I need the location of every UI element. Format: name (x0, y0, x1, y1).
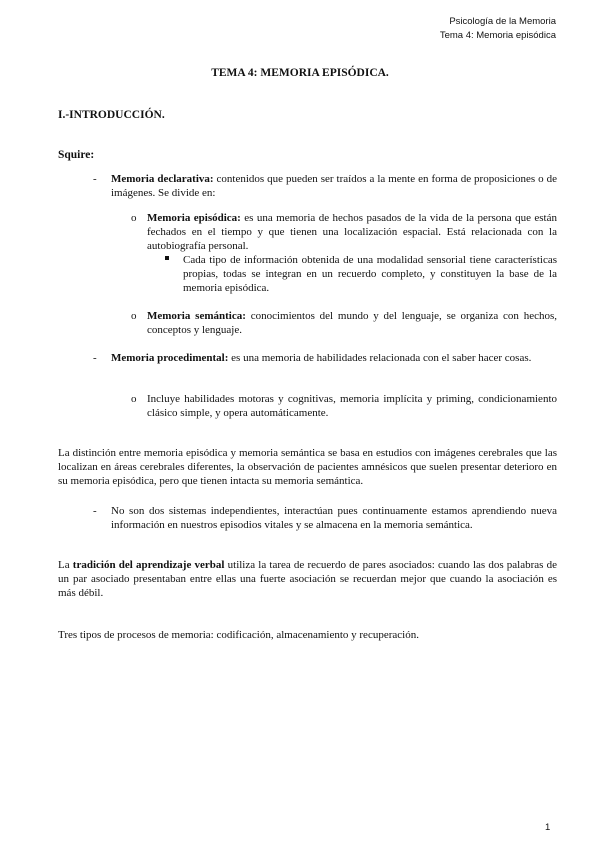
page-number: 1 (545, 822, 551, 833)
semantica-term: Memoria semántica: (147, 310, 246, 322)
procedimental-subitem: Incluye habilidades motoras y cognitivas, memoria implícita y priming, condicionamiento clásico simple, y opera automáticamente. (147, 393, 557, 419)
procedimental-term: Memoria procedimental: (111, 352, 229, 364)
circle-bullet: o (131, 310, 137, 322)
episodica-term: Memoria episódica: (147, 212, 241, 224)
verbal-learning-paragraph (58, 558, 557, 600)
dash-bullet: - (93, 505, 97, 517)
verbal-text: utiliza la tarea de recuerdo de pares asociados: cuando las dos palabras de un par asociado presentaban entre ellas una fuerte asociación se recuerdan mejor que cuando la asociación es más débil. (58, 559, 557, 599)
section-heading: I.-INTRODUCCIÓN. (58, 109, 165, 121)
header-course: Psicología de la Memoria (449, 16, 556, 27)
declarativa-term: Memoria declarativa: (111, 173, 214, 185)
processes-paragraph: Tres tipos de procesos de memoria: codificación, almacenamiento y recuperación. (58, 629, 419, 641)
dash-bullet: - (93, 173, 97, 185)
semantica-text: conocimientos del mundo y del lenguaje, se organiza con hechos, conceptos y lenguaje. (147, 310, 558, 336)
dash-bullet: - (93, 352, 97, 364)
declarativa-item (111, 172, 557, 200)
page-title: TEMA 4: MEMORIA EPISÓDICA. (211, 67, 389, 79)
semantica-item (147, 309, 557, 337)
running-header (440, 15, 556, 43)
circle-bullet: o (131, 393, 137, 405)
procedimental-item (111, 351, 557, 365)
square-bullet (165, 256, 169, 260)
verbal-term: tradición del aprendizaje verbal (72, 559, 225, 571)
distinction-paragraph: La distinción entre memoria episódica y memoria semántica se basa en estudios con imágenes cerebrales que las localizan en áreas cerebrales diferentes, la observación de pacientes amnésicos que suelen presentar deterioro en su memoria episódica, pero que tienen intacta su memoria semántica. (58, 447, 557, 487)
circle-bullet: o (131, 212, 137, 224)
header-topic: Tema 4: Memoria episódica (439, 30, 556, 41)
declarativa-text: contenidos que pueden ser traídos a la mente en forma de proposiciones o de imágenes. Se divide en: (111, 173, 557, 199)
systems-bullet-text: No son dos sistemas independientes, interactúan pues continuamente estamos aprendiendo nueva información en nuestros episodios vitales y se almacena en la memoria semántica. (111, 505, 557, 531)
author-heading: Squire: (58, 149, 95, 161)
verbal-prefix: La (58, 559, 73, 571)
episodica-subitem: Cada tipo de información obtenida de una modalidad sensorial tiene características propias, todas se integran en un recuerdo completo, y constituyen la base de la memoria episódica. (183, 254, 557, 294)
procedimental-text: es una memoria de habilidades relacionada con el saber hacer cosas. (228, 352, 532, 364)
episodica-item (147, 211, 557, 253)
episodica-text: es una memoria de hechos pasados de la vida de la persona que están fechados en el tiempo y que tienen una localización espacial. Está relacionada con la autobiografía personal. (147, 212, 557, 252)
